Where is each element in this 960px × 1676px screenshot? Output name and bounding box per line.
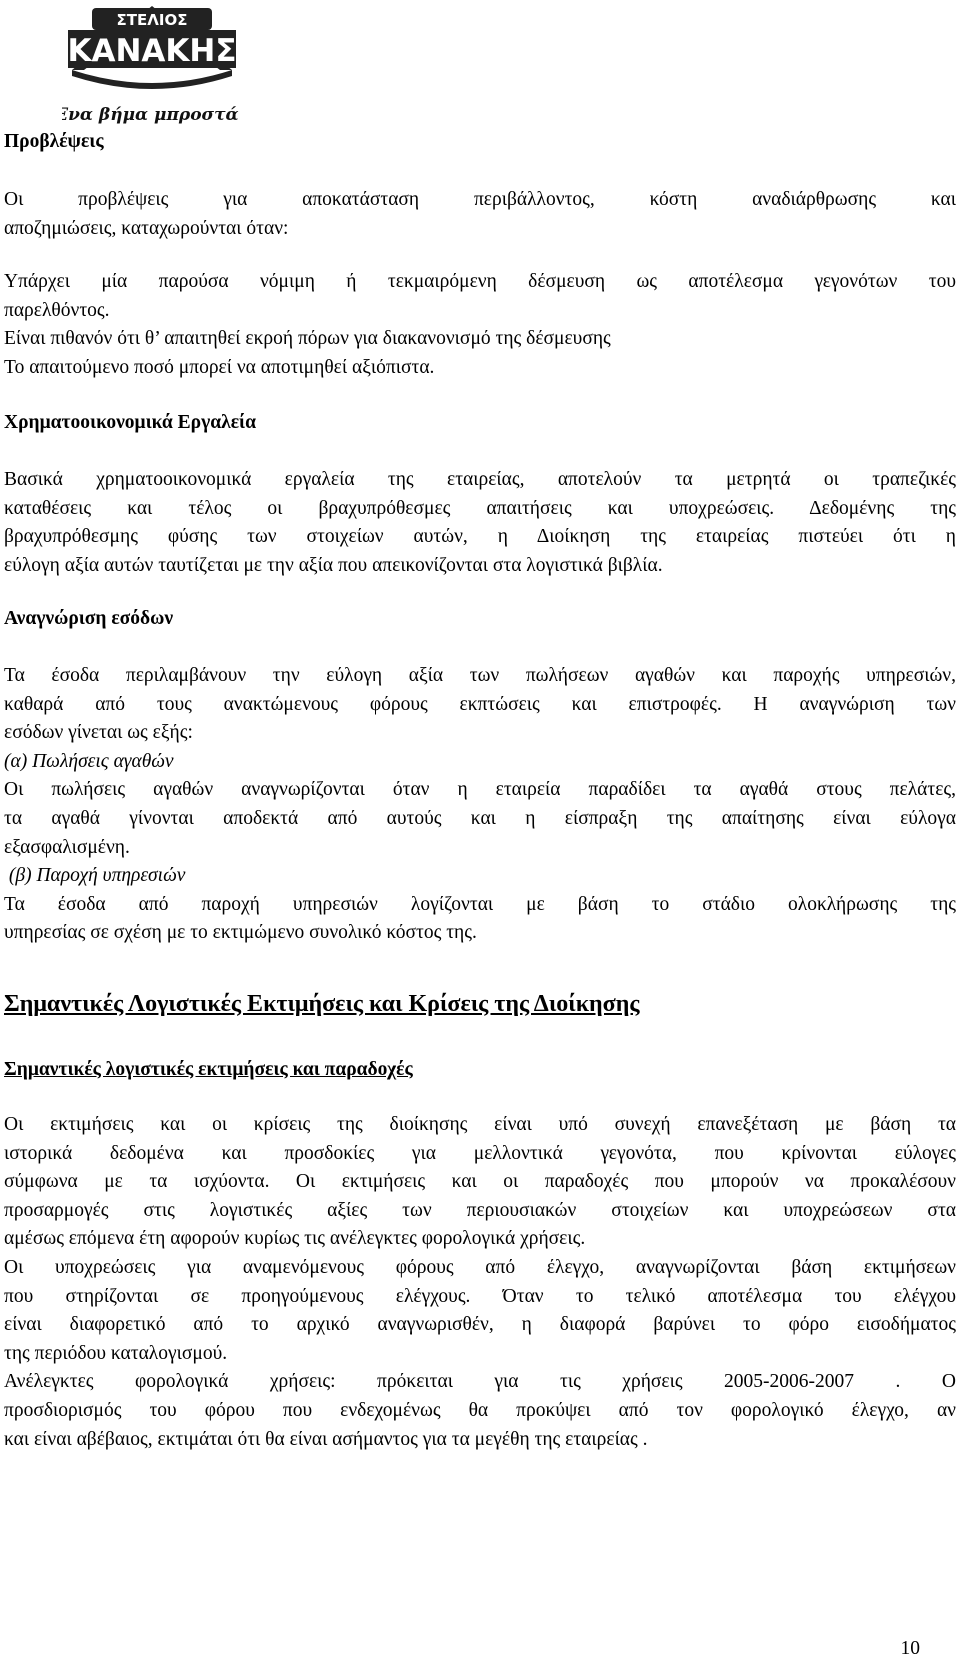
logo-brand: ΚΑΝΑΚΗΣ [67, 33, 237, 69]
company-logo [62, 0, 242, 135]
paragraph-financial-instruments: Βασικά χρηματοοικονομικά εργαλεία της εταιρείας, αποτελούν τα μετρητά οι τραπεζικές καταθέσεις και τέλος οι βραχυπρόθεσμες απαιτήσεις και υποχρεώσεις. Δεδομένης της βραχυπρόθεσμης φύσης των στοιχείων αυτών, η Διοίκηση της εταιρείας πιστεύει ότι η εύλογη αξία αυτών ταυτίζεται με την αξία που απεικονίζονται στα λογιστικά βιβλία. [4, 469, 956, 576]
heading-revenue-recognition: Αναγνώριση εσόδων [4, 608, 174, 629]
logo-tagline: Ένα βήμα μπροστά ! [62, 105, 242, 125]
subheading-estimates-assumptions: Σημαντικές λογιστικές εκτιμήσεις και παραδοχές [4, 1059, 413, 1080]
heading-accounting-estimates: Σημαντικές Λογιστικές Εκτιμήσεις και Κρίσεις της Διοίκησης [4, 991, 640, 1017]
paragraph-provisions-intro: Οι προβλέψεις για αποκατάσταση περιβάλλοντος, κόστη αναδιάρθρωσης και αποζημιώσεις, καταχωρούνται όταν: [4, 189, 956, 239]
page-number: 10 [900, 1638, 920, 1659]
subheading-services: (β) Παροχή υπηρεσιών [4, 865, 186, 887]
logo-name: ΣΤΕΛΙΟΣ [116, 11, 188, 29]
paragraph-revenue-recognition: Τα έσοδα περιλαμβάνουν την εύλογη αξία των πωλήσεων αγαθών και παροχής υπηρεσιών, καθαρά από τους ανακτώμενους φόρους εκπτώσεις και επιστροφές. Η αναγνώριση των εσόδων γίνεται ως εξής: (α) Πωλήσεις αγαθών Οι πωλήσεις αγαθών αναγνωρίζονται όταν η εταιρεία παραδίδει τα αγαθά στους πελάτες, τα αγαθά γίνονται αποδεκτά από αυτούς και η είσπραξη της απαίτησης είναι εύλογα εξασφαλισμένη. (β) Παροχή υπηρεσιών Τα έσοδα από παροχή υπηρεσιών λογίζονται με βάση το στάδιο ολοκλήρωσης της υπηρεσίας σε σχέση με το εκτιμώμενο συνολικό κόστος της. [4, 665, 956, 944]
paragraph-estimates: Οι εκτιμήσεις και οι κρίσεις της διοίκησης είναι υπό συνεχή επανεξέταση με βάση τα ιστορικά δεδομένα και προσδοκίες για μελλοντικά γεγονότα, που κρίνονται εύλογες σύμφωνα με τα ισχύοντα. Οι εκτιμήσεις και οι παραδοχές που μπορούν να προκαλέσουν προσαρμογές στις λογιστικές αξίες των περιουσιακών στοιχείων και υποχρεώσεων στα αμέσως επόμενα έτη αφορούν κυρίως τις ανέλεγκτες φορολογικά χρήσεις. Οι υποχρεώσεις για αναμενόμενους φόρους από έλεγχο, αναγνωρίζονται βάση εκτιμήσεων που στηρίζονται σε προηγούμενους ελέγχους. Όταν το τελικό αποτέλεσμα του ελέγχου είναι διαφορετικό από το αρχικό αναγνωρισθέν, η διαφορά βαρύνει το φόρο εισοδήματος της περιόδου καταλογισμού. Ανέλεγκτες φορολογικά χρήσεις: πρόκειται για τις χρήσεις 2005-2006-2007 . Ο προσδιορισμός του φόρου που ενδεχομένως θα προκύψει από τον φορολογικό έλεγχο, αν και είναι αβέβαιος, εκτιμάται ότι θα είναι ασήμαντος για τα μεγέθη της εταιρείας . [4, 1114, 956, 1450]
heading-provisions: Προβλέψεις [4, 131, 104, 152]
subheading-goods-sales: (α) Πωλήσεις αγαθών [4, 750, 174, 772]
paragraph-provisions-conditions: Υπάρχει μία παρούσα νόμιμη ή τεκμαιρόμενη δέσμευση ως αποτέλεσμα γεγονότων του παρελθόντος. Είναι πιθανόν ότι θ’ απαιτηθεί εκροή πόρων για διακανονισμό της δέσμευσης Το απαιτούμενο ποσό μπορεί να αποτιμηθεί αξιόπιστα. [4, 271, 956, 378]
heading-financial-instruments: Χρηματοοικονομικά Εργαλεία [4, 412, 256, 433]
